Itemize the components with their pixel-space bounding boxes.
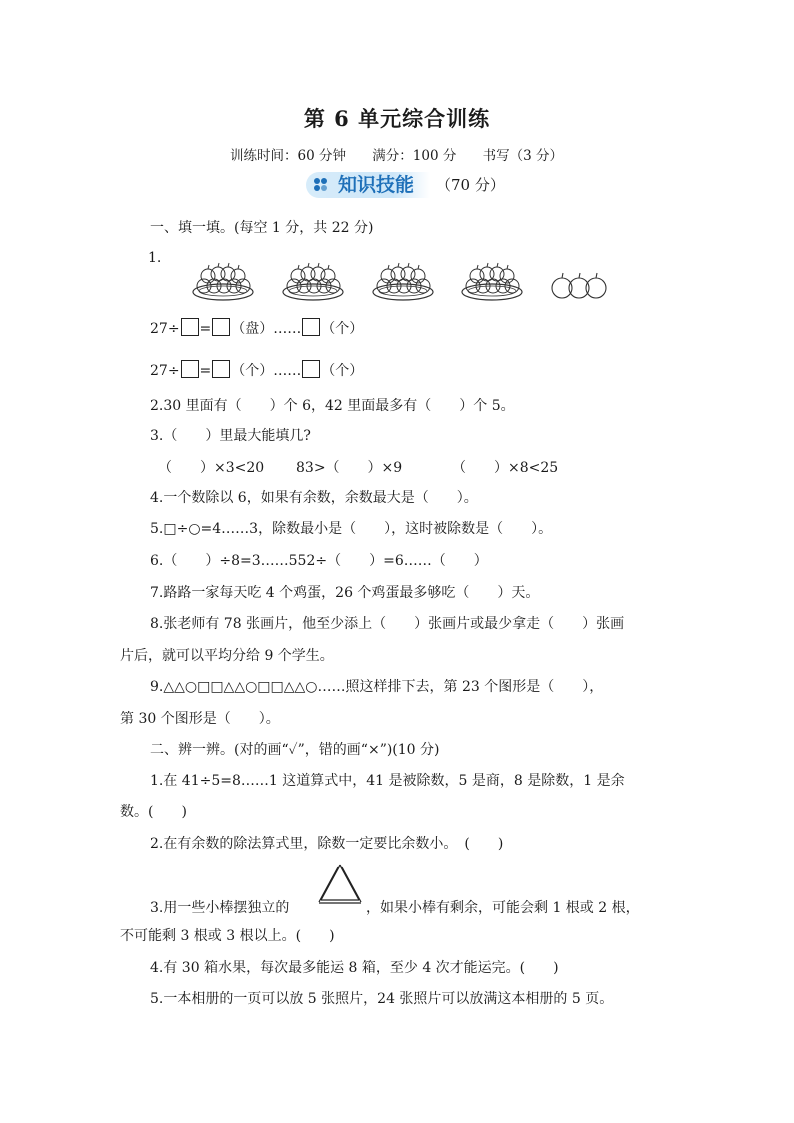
question-9-line1: 9.△△○□□△△○□□△△○……照这样排下去，第 23 个图形是（ ）， <box>150 679 604 695</box>
section-banner <box>306 172 505 200</box>
judge-3-line1b: ，如果小棒有剩余，可能会剩 1 根或 2 根， <box>366 900 640 916</box>
exam-meta <box>230 144 563 164</box>
apple-plate-icon <box>192 260 254 302</box>
answer-box[interactable] <box>302 318 320 336</box>
page-title: 第 6 单元综合训练 <box>303 106 491 131</box>
judge-3-line1a: 3.用一些小棒摆独立的 <box>150 900 290 916</box>
apple-plate-icon <box>461 260 523 302</box>
three-apples-icon <box>550 272 608 302</box>
dots-icon <box>314 178 332 192</box>
question-2: 2.30 里面有（ ）个 6，42 里面最多有（ ）个 5。 <box>150 398 515 414</box>
apple-plate-icon <box>282 260 344 302</box>
answer-box[interactable] <box>181 318 199 336</box>
question-8-line1: 8.张老师有 78 张画片，他至少添上（ ）张画片或最少拿走（ ）张画 <box>150 616 625 632</box>
apple-plate-icon <box>372 260 434 302</box>
q1-row1-unit1: （盘）…… <box>231 321 302 337</box>
answer-box[interactable] <box>302 360 320 378</box>
q1-row1-unit2: （个） <box>321 321 364 337</box>
equals-sign: = <box>199 321 212 337</box>
time-info: 训练时间：60 分钟 <box>230 148 346 164</box>
question-4: 4.一个数除以 6，如果有余数，余数最大是（ ）。 <box>150 490 478 506</box>
q1-row2-prefix: 27÷ <box>150 363 180 379</box>
q1-row1-prefix: 27÷ <box>150 321 180 337</box>
judge-5: 5.一本相册的一页可以放 5 张照片，24 张照片可以放满这本相册的 5 页。 <box>150 991 614 1007</box>
question-3c: （ ）×8<25 <box>452 460 559 476</box>
answer-box[interactable] <box>212 360 230 378</box>
question-5: 5.□÷○=4……3，除数最小是（ ），这时被除数是（ ）。 <box>150 521 553 537</box>
judge-1-line1: 1.在 41÷5=8……1 这道算式中，41 是被除数，5 是商，8 是除数，1 是余 <box>150 773 625 789</box>
question-3b: 83>（ ）×9 <box>296 460 403 476</box>
stick-triangle-icon <box>318 862 362 906</box>
judge-2: 2.在有余数的除法算式里，除数一定要比余数小。 ( ) <box>150 836 504 852</box>
score-info: 满分：100 分 <box>372 148 457 164</box>
q1-row2-unit1: （个）…… <box>231 363 302 379</box>
question-6: 6.（ ）÷8=3……552÷（ ）=6……（ ） <box>150 553 488 569</box>
q1-row1 <box>150 318 363 338</box>
banner-label: 知识技能 <box>338 174 415 196</box>
section2-heading: 二、辨一辨。(对的画“✓”，错的画“×”)(10 分) <box>150 742 440 758</box>
q1-number: 1. <box>148 250 162 266</box>
equals-sign: = <box>199 363 212 379</box>
question-8-line2: 片后，就可以平均分给 9 个学生。 <box>120 648 334 664</box>
judge-4: 4.有 30 箱水果，每次最多能运 8 箱，至少 4 次才能运完。( ) <box>150 960 559 976</box>
q1-row2 <box>150 360 363 380</box>
judge-3-line2: 不可能剩 3 根或 3 根以上。( ) <box>120 928 335 944</box>
writing-info: 书写（3 分） <box>482 148 564 164</box>
question-3a: （ ）×3<20 <box>158 460 265 476</box>
banner-score: （70 分） <box>436 176 505 194</box>
q1-row2-unit2: （个） <box>321 363 364 379</box>
question-7: 7.路路一家每天吃 4 个鸡蛋，26 个鸡蛋最多够吃（ ）天。 <box>150 585 540 601</box>
judge-1-line2: 数。( ) <box>120 804 187 820</box>
answer-box[interactable] <box>181 360 199 378</box>
banner-pill <box>306 172 430 198</box>
question-9-line2: 第 30 个图形是（ ）。 <box>120 711 280 727</box>
answer-box[interactable] <box>212 318 230 336</box>
question-3: 3.（ ）里最大能填几? <box>150 428 311 444</box>
section1-heading: 一、填一填。(每空 1 分，共 22 分) <box>150 220 374 236</box>
